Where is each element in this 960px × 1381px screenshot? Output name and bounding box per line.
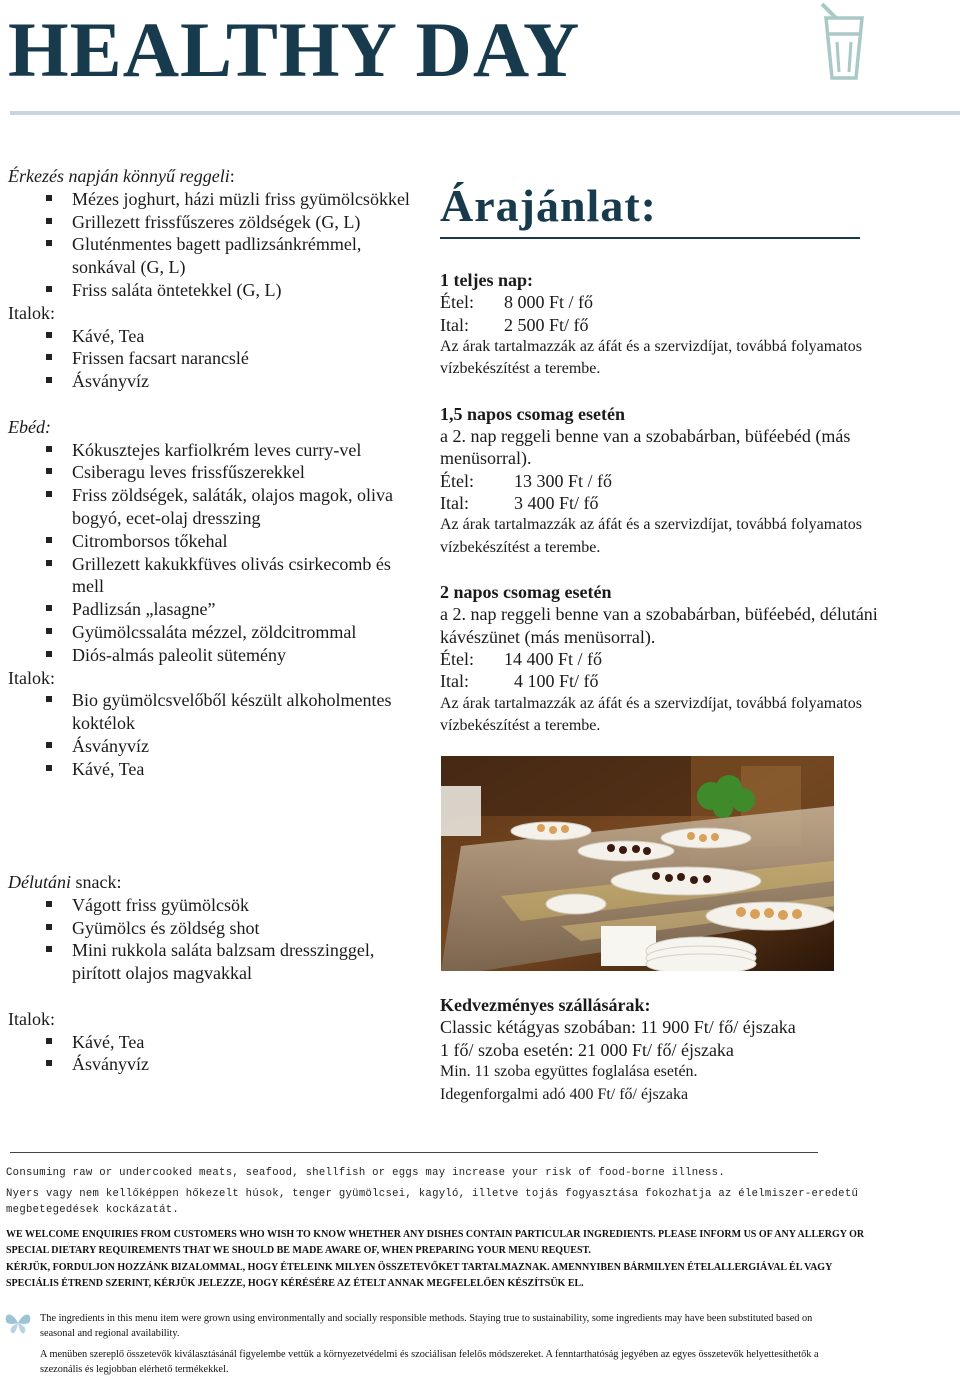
lunch-heading: Ebéd: bbox=[8, 416, 51, 437]
list-item: Gyümölcssaláta mézzel, zöldcitrommal bbox=[8, 621, 432, 644]
drinks-label: Italok: bbox=[8, 302, 55, 323]
drink-price: 2 500 Ft/ fő bbox=[504, 314, 589, 335]
drink-price-row bbox=[440, 492, 880, 514]
list-item: Mini rukkola saláta balzsam dresszinggel, pirított olajos magvakkal bbox=[8, 939, 432, 985]
package-description: a 2. nap reggeli benne van a szobabárban, büféebéd, délutáni kávészünet (más menüsorral). bbox=[440, 604, 878, 647]
list-item: Mézes joghurt, házi müzli friss gyümölcsökkel bbox=[8, 188, 432, 211]
list-item: Gluténmentes bagett padlizsánkrémmel, sonkával (G, L) bbox=[8, 233, 432, 279]
package-heading: 1,5 napos csomag esetén bbox=[440, 403, 625, 424]
list-item: Grillezett frissfűszeres zöldségek (G, L) bbox=[8, 211, 432, 234]
drink-label: Ital: bbox=[440, 492, 469, 513]
footer-divider bbox=[10, 1152, 818, 1153]
list-item: Citromborsos tőkehal bbox=[8, 530, 432, 553]
offer-title-underline bbox=[440, 237, 860, 239]
list-item: Ásványvíz bbox=[8, 1053, 432, 1076]
menu-left-column bbox=[8, 165, 432, 781]
list-item: Frissen facsart narancslé bbox=[8, 347, 432, 370]
breakfast-heading-colon: : bbox=[229, 166, 235, 186]
price-note: Az árak tartalmazzák az áfát és a szervizdíjat, továbbá folyamatos vízbekészítést a terembe. bbox=[440, 516, 862, 556]
price-note: Az árak tartalmazzák az áfát és a szervizdíjat, továbbá folyamatos vízbekészítést a terembe. bbox=[440, 337, 862, 378]
list-item: Gyümölcs és zöldség shot bbox=[8, 917, 432, 940]
food-safety-warning-en: Consuming raw or undercooked meats, seafood, shellfish or eggs may increase your risk of food-borne illness. bbox=[6, 1167, 725, 1179]
drink-price: 3 400 Ft/ fő bbox=[514, 492, 599, 513]
page-title: HEALTHY DAY bbox=[8, 6, 581, 93]
package-description: a 2. nap reggeli benne van a szobabárban, büféebéd (más menüsorral). bbox=[440, 426, 851, 469]
sustainability-note-hu: A menüben szereplő összetevők kiválasztásánál figyelembe vettük a környezetvédelmi és szociálisan felelős módszereket. A fenntarthatóság jegyében az egyes összetevők helyettesíthetők a szezonális és legjobban elérhető termékekkel. bbox=[40, 1349, 819, 1375]
snack-heading-italic: Délutáni bbox=[8, 872, 71, 892]
butterfly-icon bbox=[4, 1311, 32, 1335]
discount-heading: Kedvezményes szállásárak: bbox=[440, 995, 651, 1015]
list-item: Friss saláta öntetekkel (G, L) bbox=[8, 279, 432, 302]
food-safety-warning-hu: Nyers vagy nem kellőképpen hőkezelt húsok, tenger gyümölcsei, kagyló, illetve tojás fogyasztása fokozhatja az élelmiszer-eredetű megbetegedések kockázatát. bbox=[6, 1188, 859, 1216]
package-heading: 2 napos csomag esetén bbox=[440, 582, 612, 603]
discount-line: Idegenforgalmi adó 400 Ft/ fő/ éjszaka bbox=[440, 1085, 689, 1103]
food-price: 8 000 Ft / fő bbox=[504, 292, 594, 313]
drinks-label: Italok: bbox=[8, 1008, 55, 1029]
allergy-notice-en: WE WELCOME ENQUIRIES FROM CUSTOMERS WHO WISH TO KNOW WHETHER ANY DISHES CONTAIN PARTICULAR INGREDIENTS. PLEASE INFORM US OF ANY ALLERGY OR SPECIAL DIETARY REQUIREMENTS THAT WE SHOULD BE MADE AWARE OF, WHEN PREPARING YOUR MENU REQUEST. bbox=[6, 1229, 865, 1256]
discount-line: Min. 11 szoba együttes foglalása esetén. bbox=[440, 1063, 698, 1081]
breakfast-heading bbox=[8, 165, 432, 188]
list-item: Kávé, Tea bbox=[8, 325, 432, 348]
list-item: Bio gyümölcsvelőből készült alkoholmentes koktélok bbox=[8, 689, 432, 735]
drink-price: 4 100 Ft/ fő bbox=[514, 671, 599, 692]
list-item: Diós-almás paleolit sütemény bbox=[8, 644, 432, 667]
food-label: Étel: bbox=[440, 292, 474, 313]
sustainability-note-en: The ingredients in this menu item were grown using environmentally and socially responsible methods. Staying true to sustainability, some ingredients may have been substituted based on seasonal and regional availability. bbox=[40, 1313, 813, 1339]
drink-price-row bbox=[440, 314, 880, 336]
price-offer bbox=[440, 269, 880, 737]
list-item: Kókusztejes karfiolkrém leves curry-vel bbox=[8, 439, 432, 462]
list-item: Csiberagu leves frissfűszerekkel bbox=[8, 461, 432, 484]
drink-price-row bbox=[440, 670, 880, 692]
discount-section bbox=[440, 994, 900, 1106]
list-item: Kávé, Tea bbox=[8, 1031, 432, 1054]
package-heading: 1 teljes nap: bbox=[440, 270, 533, 290]
buffet-table-photo bbox=[441, 756, 834, 971]
discount-line: Classic kétágyas szobában: 11 900 Ft/ fő/ éjszaka bbox=[440, 1017, 796, 1038]
breakfast-heading-text: Érkezés napján könnyű reggeli bbox=[8, 166, 230, 186]
discount-line: 1 fő/ szoba esetén: 21 000 Ft/ fő/ éjszaka bbox=[440, 1039, 734, 1060]
list-item: Friss zöldségek, saláták, olajos magok, oliva bogyó, ecet-olaj dresszing bbox=[8, 484, 432, 530]
list-item: Padlizsán „lasagne” bbox=[8, 598, 432, 621]
list-item: Ásványvíz bbox=[8, 370, 432, 393]
drinks-label: Italok: bbox=[8, 667, 55, 688]
food-price-row bbox=[440, 291, 880, 313]
price-note: Az árak tartalmazzák az áfát és a szervizdíjat, továbbá folyamatos vízbekészítést a terembe. bbox=[440, 694, 862, 734]
drinking-glass-icon bbox=[812, 2, 872, 82]
list-item: Grillezett kakukkfüves olivás csirkecomb és mell bbox=[8, 553, 432, 599]
list-item: Vágott friss gyümölcsök bbox=[8, 894, 432, 917]
header-divider bbox=[10, 111, 960, 115]
drink-label: Ital: bbox=[440, 671, 469, 692]
offer-title: Árajánlat: bbox=[440, 180, 657, 231]
list-item: Ásványvíz bbox=[8, 735, 432, 758]
snack-section bbox=[8, 871, 432, 1076]
allergy-notice-hu: KÉRJÜK, FORDULJON HOZZÁNK BIZALOMMAL, HOGY ÉTELEINK MILYEN ÖSSZETEVŐKET TARTALMAZNAK. AMENNYIBEN BÁRMILYEN ÉTELALLERGIÁVAL ÉL VAGY SPECIÁLIS ÉTREND SZERINT, KÉRJÜK JELEZZE, HOGY KÉRÉSÉRE AZ ÉTELT ANNAK MEGFELELŐEN KÉSZÍTSÜK EL. bbox=[6, 1262, 832, 1289]
snack-heading-rest: snack: bbox=[71, 872, 122, 892]
food-price: 14 400 Ft / fő bbox=[504, 649, 603, 670]
food-label: Étel: bbox=[440, 649, 474, 670]
food-price-row bbox=[440, 648, 880, 670]
snack-heading bbox=[8, 871, 432, 894]
food-price: 13 300 Ft / fő bbox=[514, 470, 613, 491]
list-item: Kávé, Tea bbox=[8, 758, 432, 781]
food-label: Étel: bbox=[440, 470, 474, 491]
food-price-row bbox=[440, 470, 880, 492]
drink-label: Ital: bbox=[440, 314, 469, 335]
